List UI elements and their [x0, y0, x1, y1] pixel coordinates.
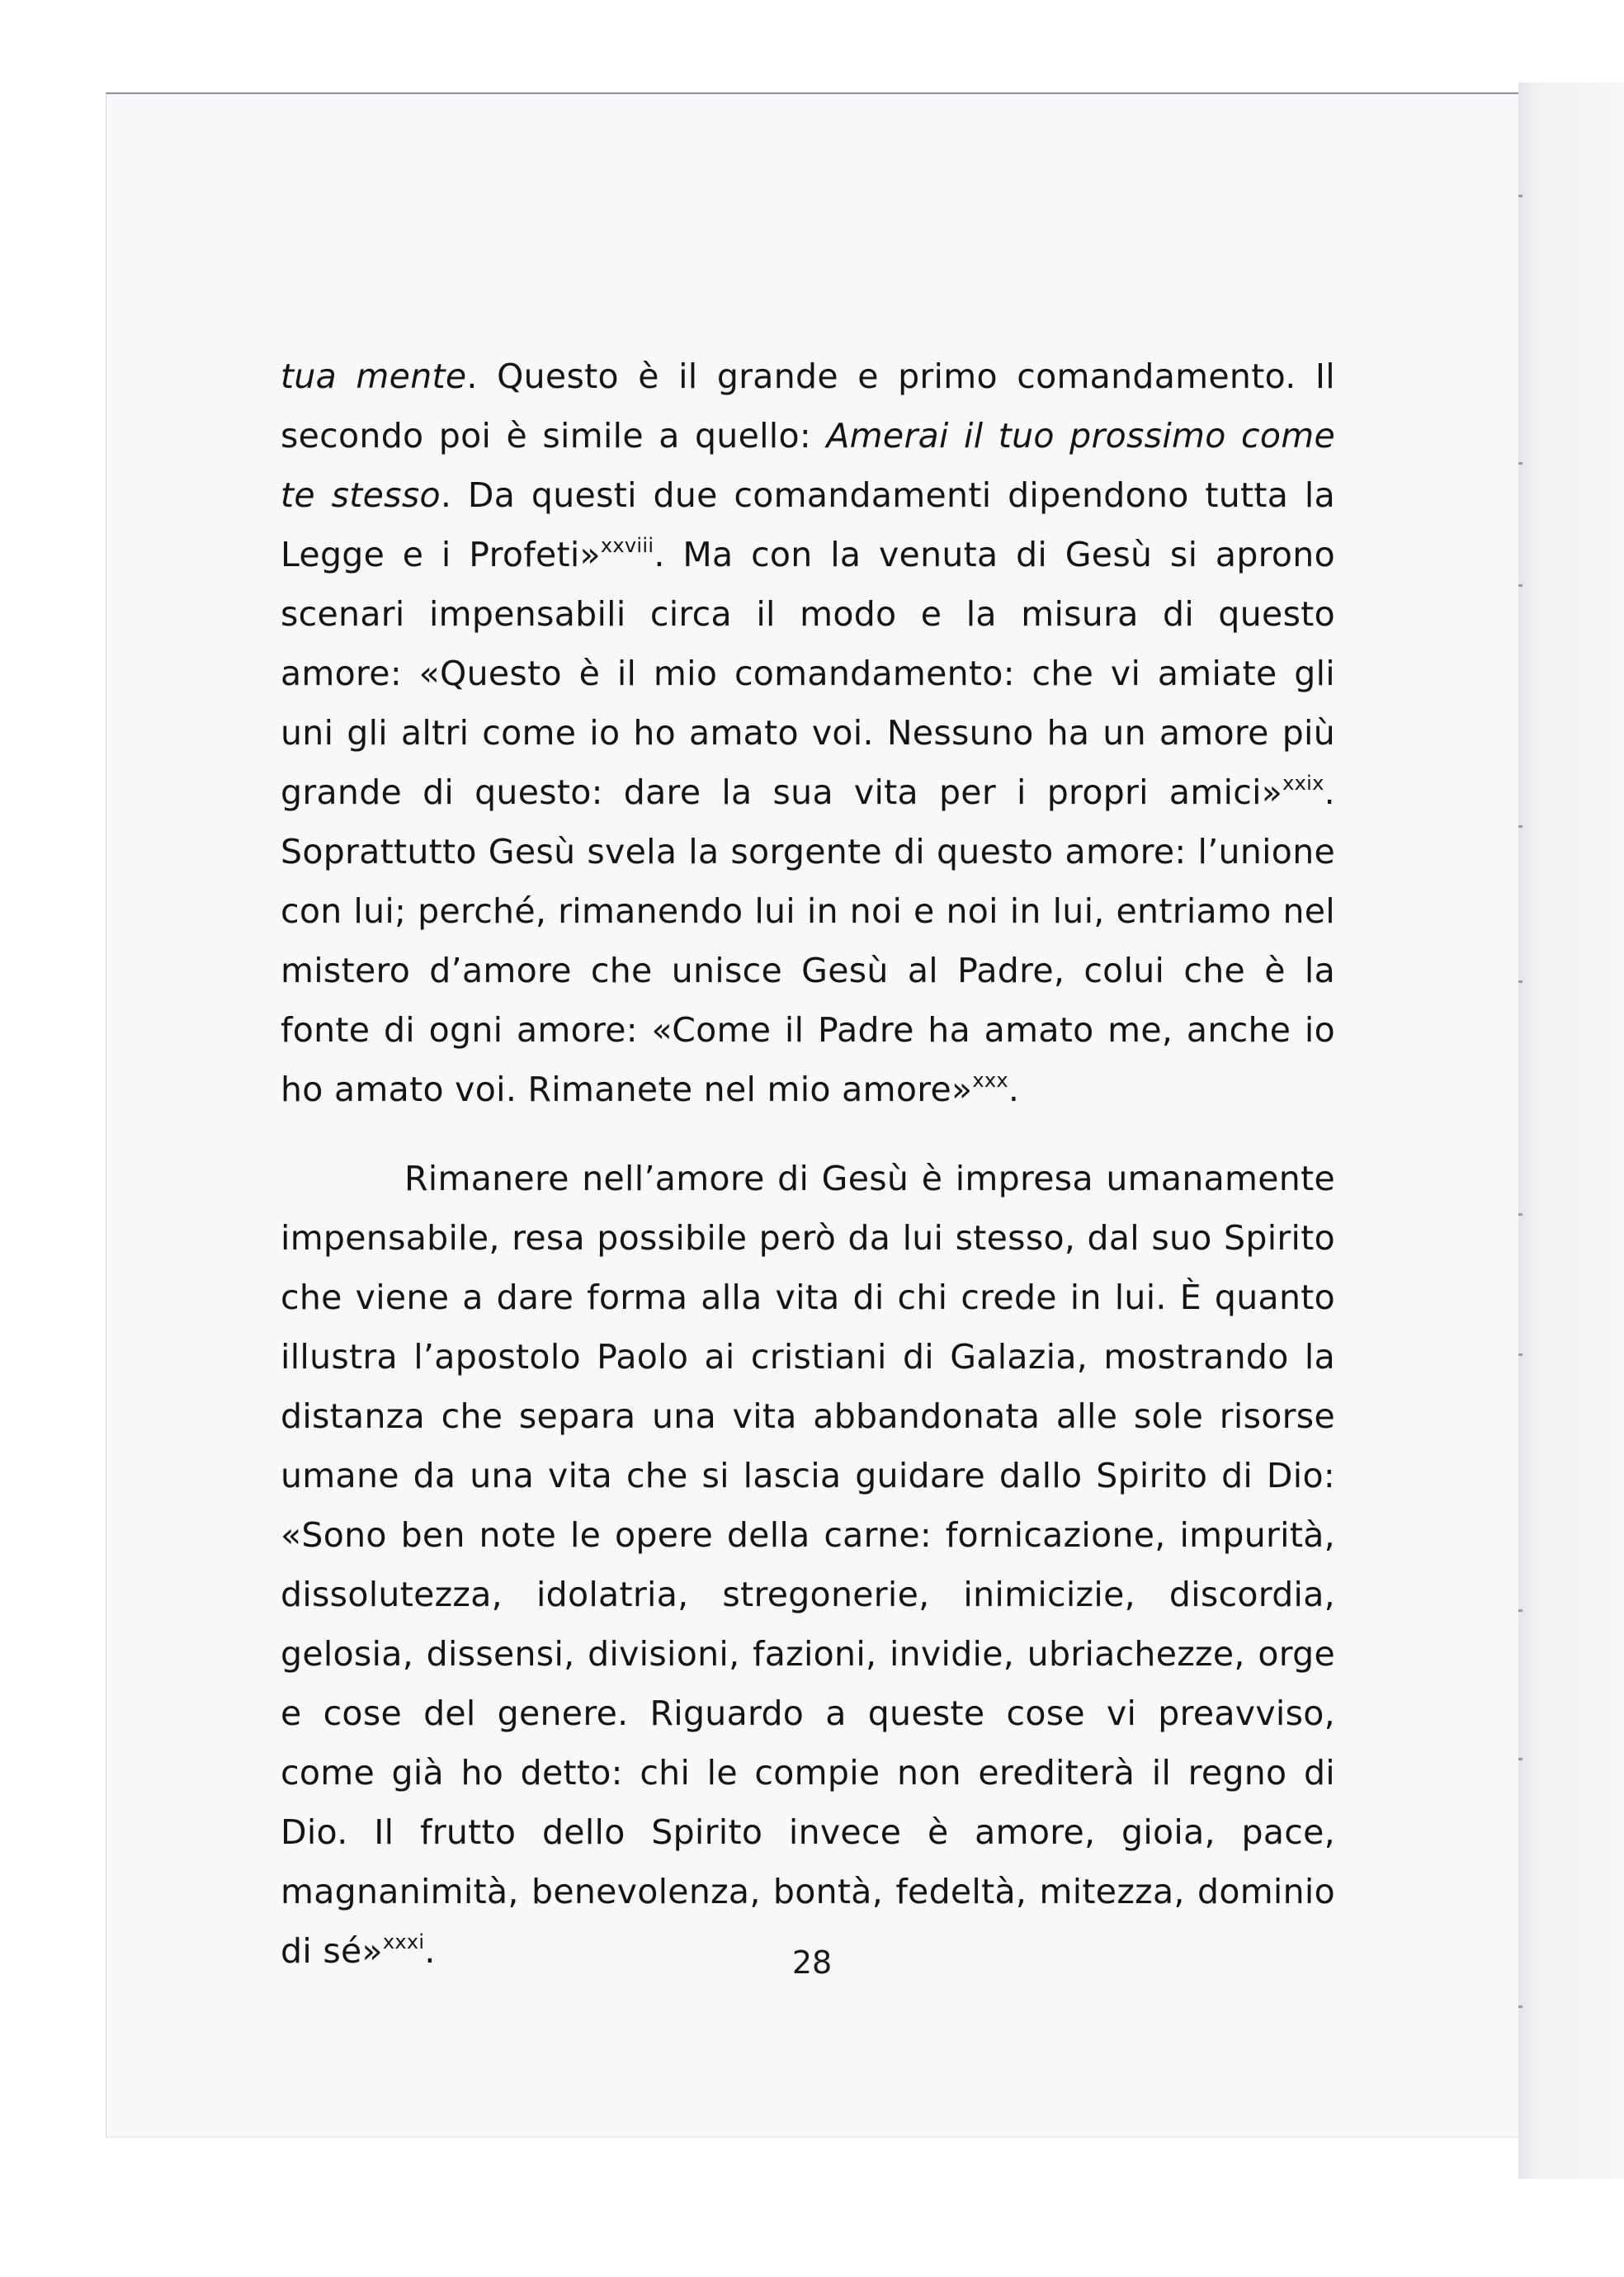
italic-text: tua mente: [281, 357, 467, 396]
endnote-marker: xxxi: [382, 1930, 425, 1953]
endnote-marker: xxix: [1282, 772, 1324, 795]
paragraph: [281, 1149, 1335, 1981]
text-run: . Soprattutto Gesù svela la sorgente di questo amore: l’unione con lui; perché, rimanendo lui in noi e noi in lui, entriamo nel mistero d’amore che unisce Gesù al Padre, colui che è la fonte di ogni amore: «Come il Padre ha amato me, anche io ho amato voi. Rimanete nel mio amore»: [281, 772, 1335, 1109]
adjacent-page-edge: [1518, 83, 1624, 2179]
text-run: .: [1008, 1070, 1020, 1109]
endnote-marker: xxx: [972, 1069, 1008, 1092]
body-text: [281, 347, 1335, 1981]
text-run: Rimanere nell’amore di Gesù è impresa umanamente impensabile, resa possibile però da lui stesso, dal suo Spirito che viene a dare forma alla vita di chi crede in lui. È quanto illustra l’apostolo Paolo ai cristiani di Galazia, mostrando la distanza che separa una vita abbandonata alle sole risorse umane da una vita che si lascia guidare dallo Spirito di Dio: «Sono ben note le opere della carne: fornicazione, impurità, dissolutezza, idolatria, stregonerie, inimicizie, discordia, gelosia, dissensi, divisioni, fazioni, invidie, ubriachezze, orge e cose del genere. Riguardo a queste cose vi preavviso, come già ho detto: chi le compie non erediterà il regno di Dio. Il frutto dello Spirito invece è amore, gioia, pace, magnanimità, benevolenza, bontà, fedeltà, mitezza, dominio di sé»: [281, 1159, 1335, 1971]
text-run: .: [424, 1931, 436, 1971]
text-run: . Da questi due comandamenti dipendono tutta la Legge e i Profeti»: [281, 475, 1335, 574]
italic-text: Amerai il tuo prossimo come te stesso: [281, 416, 1335, 515]
text-run: . Ma con la venuta di Gesù si aprono scenari impensabili circa il modo e la misura di questo amore: «Questo è il mio comandamento: che vi amiate gli uni gli altri come io ho amato voi. Nessuno ha un amore più grande di questo: dare la sua vita per i propri amici»: [281, 535, 1335, 812]
paragraph: [281, 347, 1335, 1119]
text-run: . Questo è il grande e primo comandamento. Il secondo poi è simile a quello:: [281, 357, 1335, 456]
endnote-marker: xxviii: [600, 534, 654, 557]
page-number: 28: [791, 1944, 833, 1981]
